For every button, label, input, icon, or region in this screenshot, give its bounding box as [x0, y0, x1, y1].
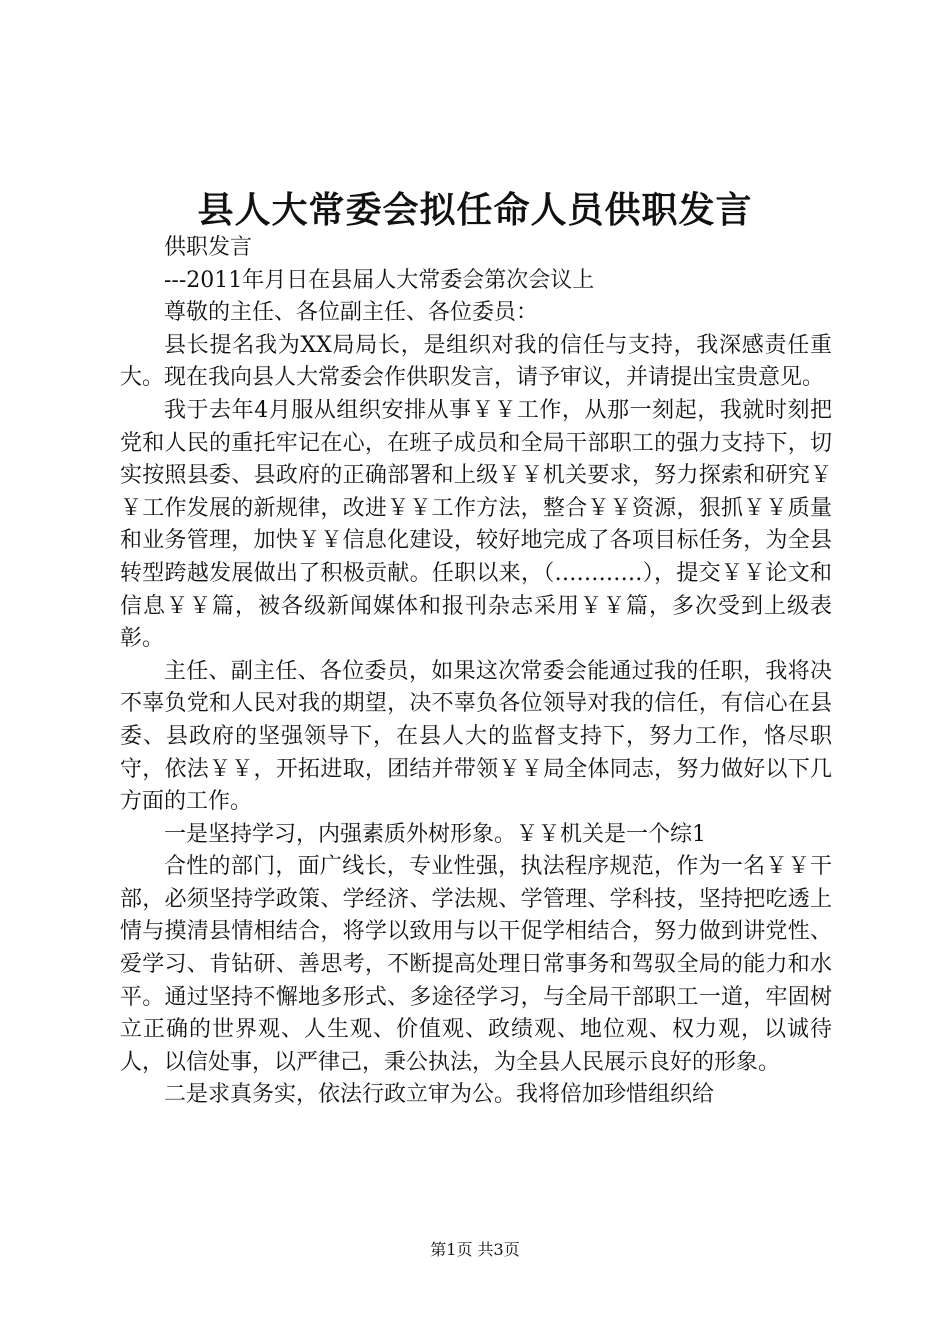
document-body	[120, 232, 832, 1112]
paragraph: 供职发言	[164, 235, 253, 260]
paragraph: ---2011年月日在县届人大常委会第次会议上	[164, 267, 595, 293]
paragraph: 主任、副主任、各位委员，如果这次常委会能通过我的任职，我将决不辜负党和人民对我的期望，决不辜负各位领导对我的信任，有信心在县委、县政府的坚强领导下，在县人大的监督支持下，努力工作，恪尽职守，依法￥￥，开拓进取，团结并带领￥￥局全体同志，努力做好以下几方面的工作。	[120, 658, 832, 815]
paragraph: 一是坚持学习，内强素质外树形象。￥￥机关是一个综1	[164, 821, 706, 847]
paragraph: 县长提名我为XX局局长，是组织对我的信任与支持，我深感责任重大。现在我向县人大常委会作供职发言，请予审议，并请提出宝贵意见。	[120, 332, 832, 391]
paragraph: 尊敬的主任、各位副主任、各位委员：	[164, 300, 539, 326]
page-footer: 第1页 共3页	[430, 1240, 520, 1259]
paragraph: 合性的部门，面广线长，专业性强，执法程序规范，作为一名￥￥干部，必须坚持学政策、学经济、学法规、学管理、学科技，坚持把吃透上情与摸清县情相结合，将学以致用与以干促学相结合，努力做到讲党性、爱学习、肯钻研、善思考，不断提高处理日常事务和驾驭全局的能力和水平。通过坚持不懈地多形式、多途径学习，与全局干部职工一道，牢固树立正确的世界观、人生观、价值观、政绩观、地位观、权力观，以诚待人，以信处事，以严律己，秉公执法，为全县人民展示良好的形象。	[120, 854, 832, 1075]
document-title: 县人大常委会拟任命人员供职发言	[197, 189, 753, 231]
paragraph: 我于去年4月服从组织安排从事￥￥工作，从那一刻起，我就时刻把党和人民的重托牢记在心，在班子成员和全局干部职工的强力支持下，切实按照县委、县政府的正确部署和上级￥￥机关要求，努力探索和研究￥￥工作发展的新规律，改进￥￥工作方法，整合￥￥资源，狠抓￥￥质量和业务管理，加快￥￥信息化建设，较好地完成了各项目标任务，为全县转型跨越发展做出了积极贡献。任职以来，（…………），提交￥￥论文和信息￥￥篇，被各级新闻媒体和报刊杂志采用￥￥篇，多次受到上级表彰。	[120, 397, 832, 652]
paragraph: 二是求真务实，依法行政立审为公。我将倍加珍惜组织给	[164, 1082, 715, 1108]
